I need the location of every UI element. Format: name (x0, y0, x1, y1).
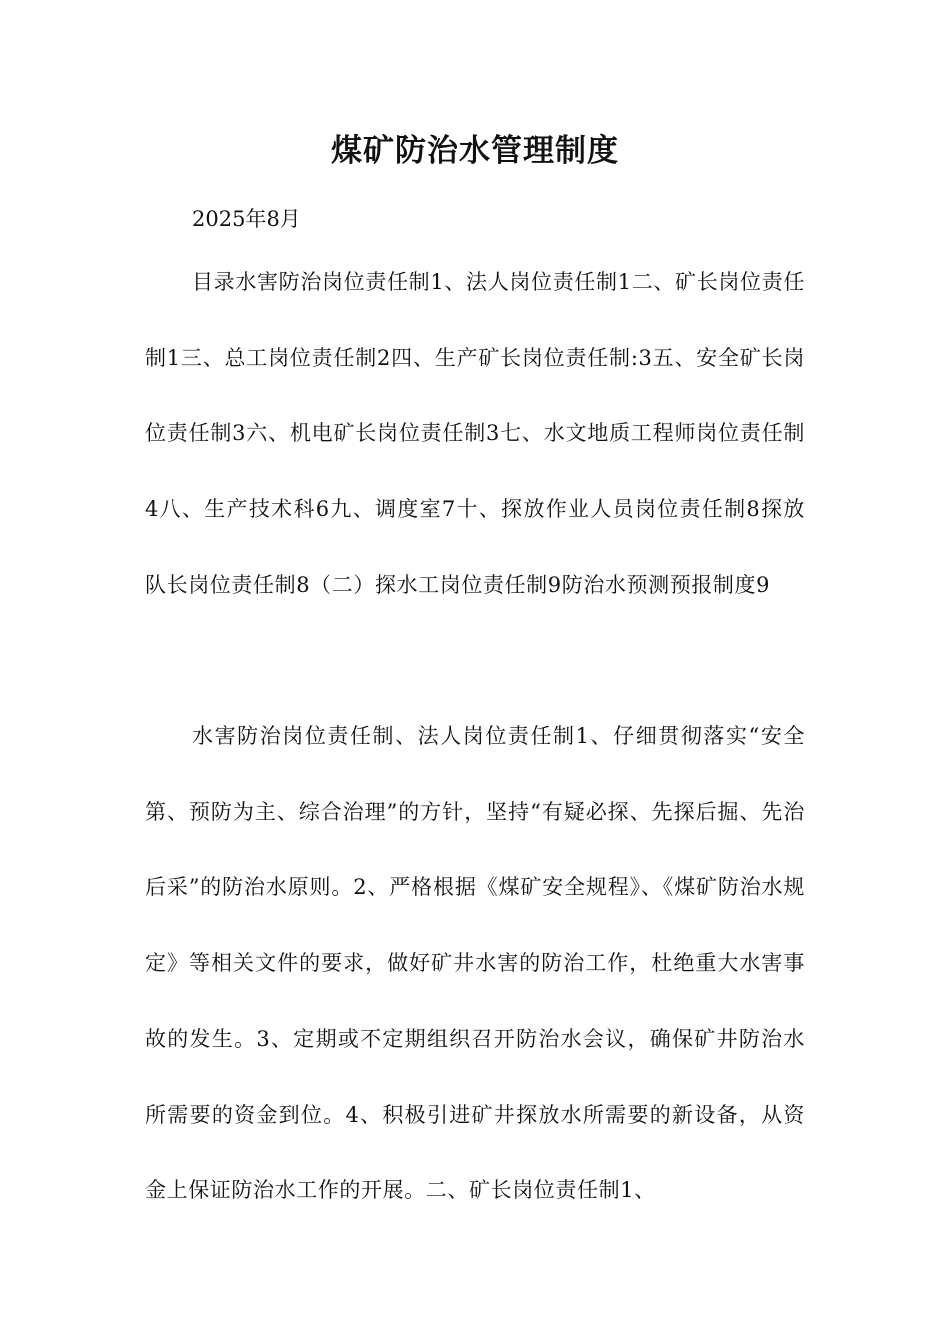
document-date: 2025年8月 (192, 207, 301, 231)
document-title: 煤矿防治水管理制度 (331, 133, 619, 169)
toc-paragraph: 目录水害防治岗位责任制1、法人岗位责任制1二、矿长岗位责任制1三、总工岗位责任制2四、生产矿长岗位责任制:3五、安全矿长岗位责任制3六、机电矿长岗位责任制3七、水文地质工程师岗位责任制4八、生产技术科6九、调度室7十、探放作业人员岗位责任制8探放队长岗位责任制8（二）探水工岗位责任制9防治水预测预报制度9 (145, 270, 805, 597)
body-paragraph: 水害防治岗位责任制、法人岗位责任制1、仔细贯彻落实“安全第、预防为主、综合治理”的方针，坚持“有疑必探、先探后掘、先治后采”的防治水原则。2、严格根据《煤矿安全规程》、《煤矿防治水规定》等相关文件的要求，做好矿井水害的防治工作，杜绝重大水害事故的发生。3、定期或不定期组织召开防治水会议，确保矿井防治水所需要的资金到位。4、积极引进矿井探放水所需要的新设备，从资金上保证防治水工作的开展。二、矿长岗位责任制1、 (145, 724, 805, 1203)
